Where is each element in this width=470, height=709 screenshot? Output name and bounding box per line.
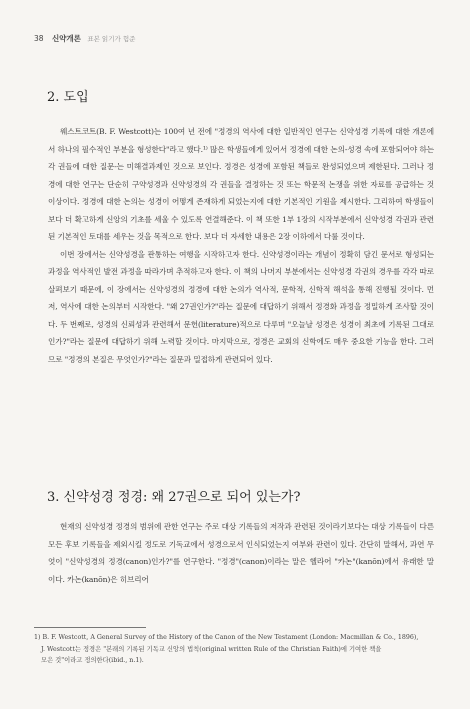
footnote-line: 1) B. F. Westcott, A General Survey of the History of the Canon of the New Testament (London: Macmillan & Co., 1896), xyxy=(34,634,419,641)
running-head xyxy=(34,33,135,44)
paragraph: 웨스트코트(B. F. Westcott)는 100여 년 전에 "정경의 역사에 대한 일반적인 연구는 신약성경 기록에 대한 개론에서 하나의 필수적인 부분을 형성한다"라고 했다.¹⁾ 많은 학생들에게 있어서 정경에 대한 논의-성경 속에 포함되어야 하는 각 권들에 대한 질문-는 미해결과제인 것으로 보인다. 정경은 성경에 포함된 책들로 완성되었으며 제한된다. 그러나 정경에 대한 연구는 단순히 구약성경과 신약성경의 각 권들을 결정하는 것 또는 학문적 논쟁을 위한 자료를 공급하는 것 이상이다. 정경에 대한 논의는 성경이 어떻게 존재하게 되었는지에 대한 기본적인 기원을 제시한다. 그리하여 학생들이 보다 더 확고하게 신앙의 기초를 세울 수 있도록 연결해준다. 이 책 또한 1부 1장의 시작부분에서 신약성경 각권과 관련된 기본적인 토대를 세우는 것을 목적으로 한다. 보다 더 자세한 내용은 2장 이하에서 다룰 것이다. xyxy=(48,127,434,241)
footnote xyxy=(34,632,434,667)
book-title: 신약개론 xyxy=(51,34,81,43)
page-number: 38 xyxy=(34,34,44,43)
footnote-line: J. Westcott는 정경은 "본래의 기록된 기독교 신앙의 법칙(original written Rule of the Christian Faith)에 기여한 책을 xyxy=(41,645,382,653)
section-heading-introduction: 2. 도입 xyxy=(47,90,89,105)
paragraph: 현재의 신약성경 정경의 범위에 관한 연구는 주로 대상 기록들의 저작과 관련된 것이라기보다는 대상 기록들이 다른 모든 후보 기록들을 제외시킬 정도로 기독교에서 성경으로서 인식되었는지 여부와 관련이 있다. 간단히 말해서, 과연 무엇이 "신약성경의 정경(canon)인가?"를 연구한다. "정경"(canon)이라는 말은 헬라어 "카논"(kanōn)에서 유래한 말이다. 카논(kanōn)은 히브리어 xyxy=(48,522,434,584)
section1-body xyxy=(48,123,434,368)
section-heading-canon: 3. 신약성경 정경: 왜 27권으로 되어 있는가? xyxy=(47,490,301,505)
footnote-divider xyxy=(34,627,146,628)
running-subtitle: 표본 읽기가 험준 xyxy=(87,35,136,43)
footnote-line: 모은 것"이라고 정의한다(ibid., n.1). xyxy=(41,657,144,664)
section2-body xyxy=(48,518,434,588)
paragraph: 이번 장에서는 신약성경을 판통하는 여행을 시작하고자 한다. 신약성경이라는 개념이 정확히 담긴 문서로 형성되는 과정을 역사적인 발전 과정을 따라가며 추적하고자 한다. 이 책의 나머지 부분에서는 신약성경 각권의 경우를 각각 따로 살펴보기 때문에, 이 장에서는 신약성경의 정경에 대한 논의가 역사적, 문학적, 신학적 해석을 통해 진행될 것이다. 먼저, 역사에 대한 논의부터 시작한다. "왜 27권인가?"라는 질문에 대답하기 위해서 정경화 과정을 정밀하게 조사할 것이다. 두 번째로, 성경의 신뢰성과 관련해서 문헌(literature)적으로 다루며 "오늘날 성경은 성경이 최초에 기록된 그대로인가?"라는 질문에 대답하기 위해 노력할 것이다. 마지막으로, 정경은 교회의 신학에도 매우 중요한 기능을 한다. 그러므로 "정경의 본질은 무엇인가?"라는 질문과 밀접하게 관련되어 있다. xyxy=(48,249,434,364)
